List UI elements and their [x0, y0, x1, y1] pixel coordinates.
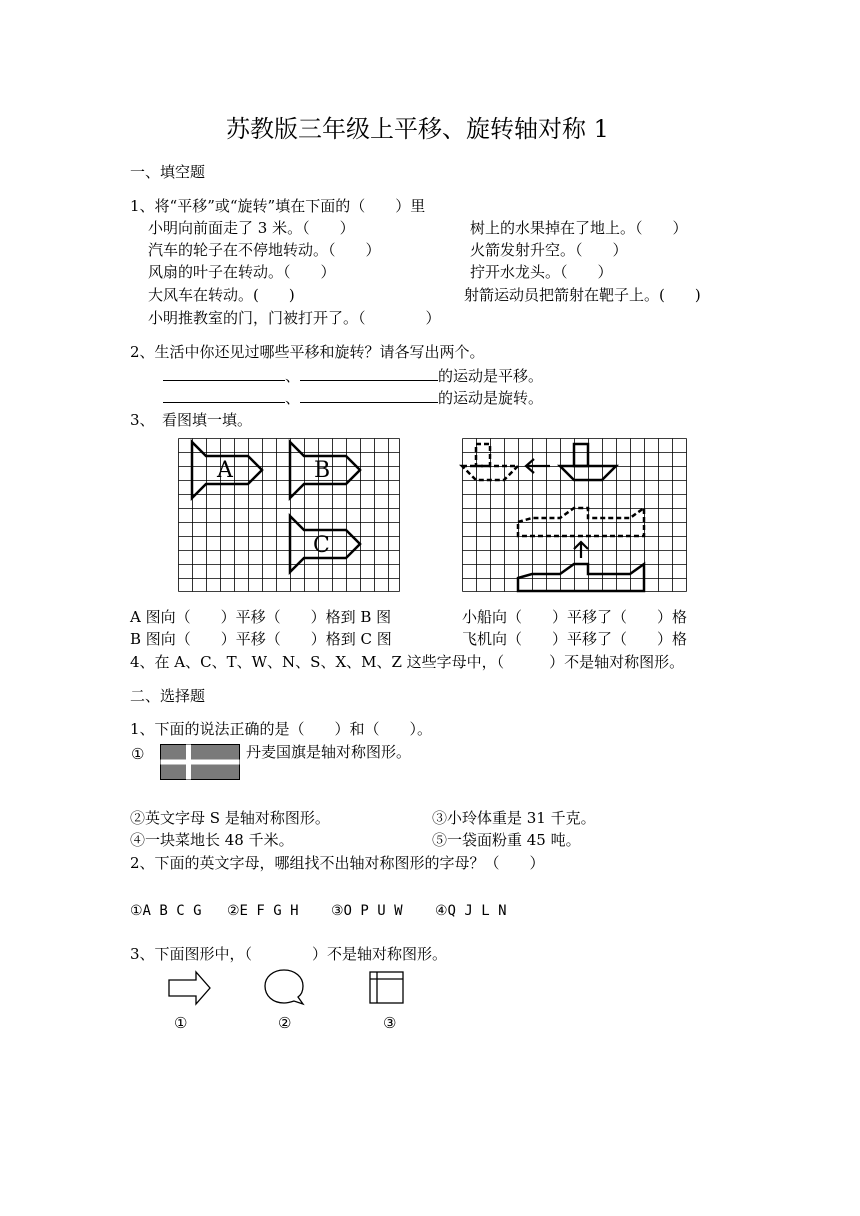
arrow-up-icon [574, 542, 588, 558]
shape-label: ② [278, 1014, 292, 1032]
q3-line: 飞机向（ ）平移了（ ）格 [462, 630, 688, 648]
s2-q2-stem: 2、下面的英文字母，哪组找不出轴对称图形的字母？（ ） [130, 854, 545, 872]
grid-boat-plane-figure [462, 438, 687, 592]
q1-item: 风扇的叶子在转动。（ ） [148, 263, 336, 281]
shape-c-label: C [313, 533, 330, 558]
shape-a-label: A [217, 458, 233, 483]
arrow-shape-icon [168, 970, 212, 1006]
answer-blank[interactable] [163, 366, 285, 381]
q1-item: 大风车在转动。( ) [148, 286, 295, 304]
s2-q3-stem: 3、下面图形中，（ ）不是轴对称图形。 [130, 945, 448, 963]
answer-blank[interactable] [163, 388, 285, 403]
q1-item: 小明推教室的门，门被打开了。（ ） [148, 309, 441, 327]
q4-stem: 4、在 A、C、T、W、N、S、X、M、Z 这些字母中，（ ）不是轴对称图形。 [130, 653, 685, 671]
q1-item: 树上的水果掉在了地上。（ ） [470, 219, 688, 237]
s2-q1-option: ②英文字母 S 是轴对称图形。 [130, 809, 330, 827]
shape-label: ③ [383, 1014, 397, 1032]
speech-bubble-icon [262, 968, 306, 1006]
answer-blank[interactable] [300, 388, 438, 403]
s2-q1-option: ③小玲体重是 31 千克。 [432, 809, 596, 827]
plane-solid [518, 564, 644, 591]
plane-dashed [518, 508, 644, 536]
q1-item: 小明向前面走了 3 米。（ ） [148, 219, 355, 237]
answer-blank[interactable] [300, 366, 438, 381]
boat-dashed [462, 444, 518, 480]
grid-abc-figure [178, 438, 400, 592]
shape-label: ① [174, 1014, 188, 1032]
q1-stem: 1、将“平移”或“旋转”填在下面的（ ）里 [130, 197, 426, 215]
section1-heading: 一、填空题 [130, 163, 206, 181]
q3-line: B 图向（ ）平移（ ）格到 C 图 [130, 630, 392, 648]
q1-item: 汽车的轮子在不停地转动。（ ） [148, 241, 381, 259]
s2-q1-option: ⑤一袋面粉重 45 吨。 [432, 831, 581, 849]
flag-option-text: 丹麦国旗是轴对称图形。 [246, 743, 412, 761]
page-title: 苏教版三年级上平移、旋转轴对称 1 [226, 115, 609, 143]
q1-item: 拧开水龙头。（ ） [470, 263, 613, 281]
s2-q2-option: ③O P U W [331, 903, 403, 919]
q3-stem: 3、 看图填一填。 [130, 411, 253, 429]
q3-line: A 图向（ ）平移（ ）格到 B 图 [130, 608, 392, 626]
flag-option-marker: ① [131, 745, 145, 763]
q3-line: 小船向（ ）平移了（ ）格 [462, 608, 688, 626]
s2-q1-option: ④一块菜地长 48 千米。 [130, 831, 294, 849]
s2-q2-option: ②E F G H [227, 903, 299, 919]
s2-q1-stem: 1、下面的说法正确的是（ ）和（ ）。 [130, 720, 433, 738]
denmark-flag-icon [160, 744, 240, 780]
s2-q2-option: ④Q J L N [435, 903, 507, 919]
q1-item: 火箭发射升空。（ ） [470, 241, 628, 259]
q2-line-2: 、 的运动是旋转。 [163, 388, 543, 407]
q2-stem: 2、生活中你还见过哪些平移和旋转？请各写出两个。 [130, 343, 485, 361]
s2-q2-option: ①A B C G [130, 903, 202, 919]
section2-heading: 二、选择题 [130, 687, 206, 705]
square-frame-icon [369, 971, 405, 1005]
q1-item: 射箭运动员把箭射在靶子上。( ) [464, 286, 701, 304]
q2-line-1: 、 的运动是平移。 [163, 366, 543, 385]
boat-solid [560, 444, 616, 480]
shape-b-label: B [314, 458, 331, 483]
